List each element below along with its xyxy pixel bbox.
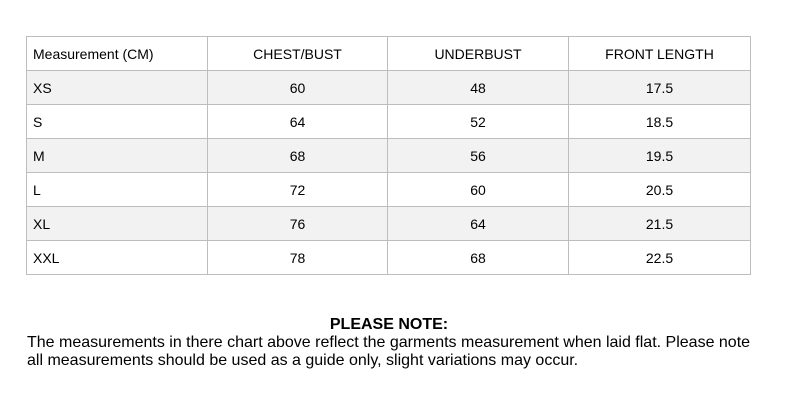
table-row [27,105,751,139]
size-cell: XL [27,207,208,241]
table-row [27,173,751,207]
chest-bust-cell: 72 [208,173,388,207]
front-length-cell: 17.5 [569,71,751,105]
header-measurement: Measurement (CM) [27,37,208,71]
size-chart-table [26,36,751,275]
front-length-cell: 18.5 [569,105,751,139]
chest-bust-cell: 64 [208,105,388,139]
underbust-cell: 56 [388,139,569,173]
chest-bust-cell: 76 [208,207,388,241]
table-header-row [27,37,751,71]
header-front-length: FRONT LENGTH [569,37,751,71]
underbust-cell: 64 [388,207,569,241]
table-row [27,207,751,241]
front-length-cell: 20.5 [569,173,751,207]
size-cell: XS [27,71,208,105]
please-note-section [27,316,757,370]
table-row [27,139,751,173]
table-row [27,241,751,275]
front-length-cell: 22.5 [569,241,751,275]
size-cell: XXL [27,241,208,275]
header-chest-bust: CHEST/BUST [208,37,388,71]
underbust-cell: 68 [388,241,569,275]
chest-bust-cell: 78 [208,241,388,275]
underbust-cell: 52 [388,105,569,139]
chest-bust-cell: 68 [208,139,388,173]
size-cell: L [27,173,208,207]
note-body: The measurements in there chart above reflect the garments measurement when laid flat. Please note all measurements should be used as a guide only, slight variations may occur. [27,334,751,369]
chest-bust-cell: 60 [208,71,388,105]
underbust-cell: 48 [388,71,569,105]
front-length-cell: 19.5 [569,139,751,173]
header-underbust: UNDERBUST [388,37,569,71]
note-heading: PLEASE NOTE: [329,316,449,333]
size-cell: S [27,105,208,139]
front-length-cell: 21.5 [569,207,751,241]
size-cell: M [27,139,208,173]
underbust-cell: 60 [388,173,569,207]
table-row [27,71,751,105]
